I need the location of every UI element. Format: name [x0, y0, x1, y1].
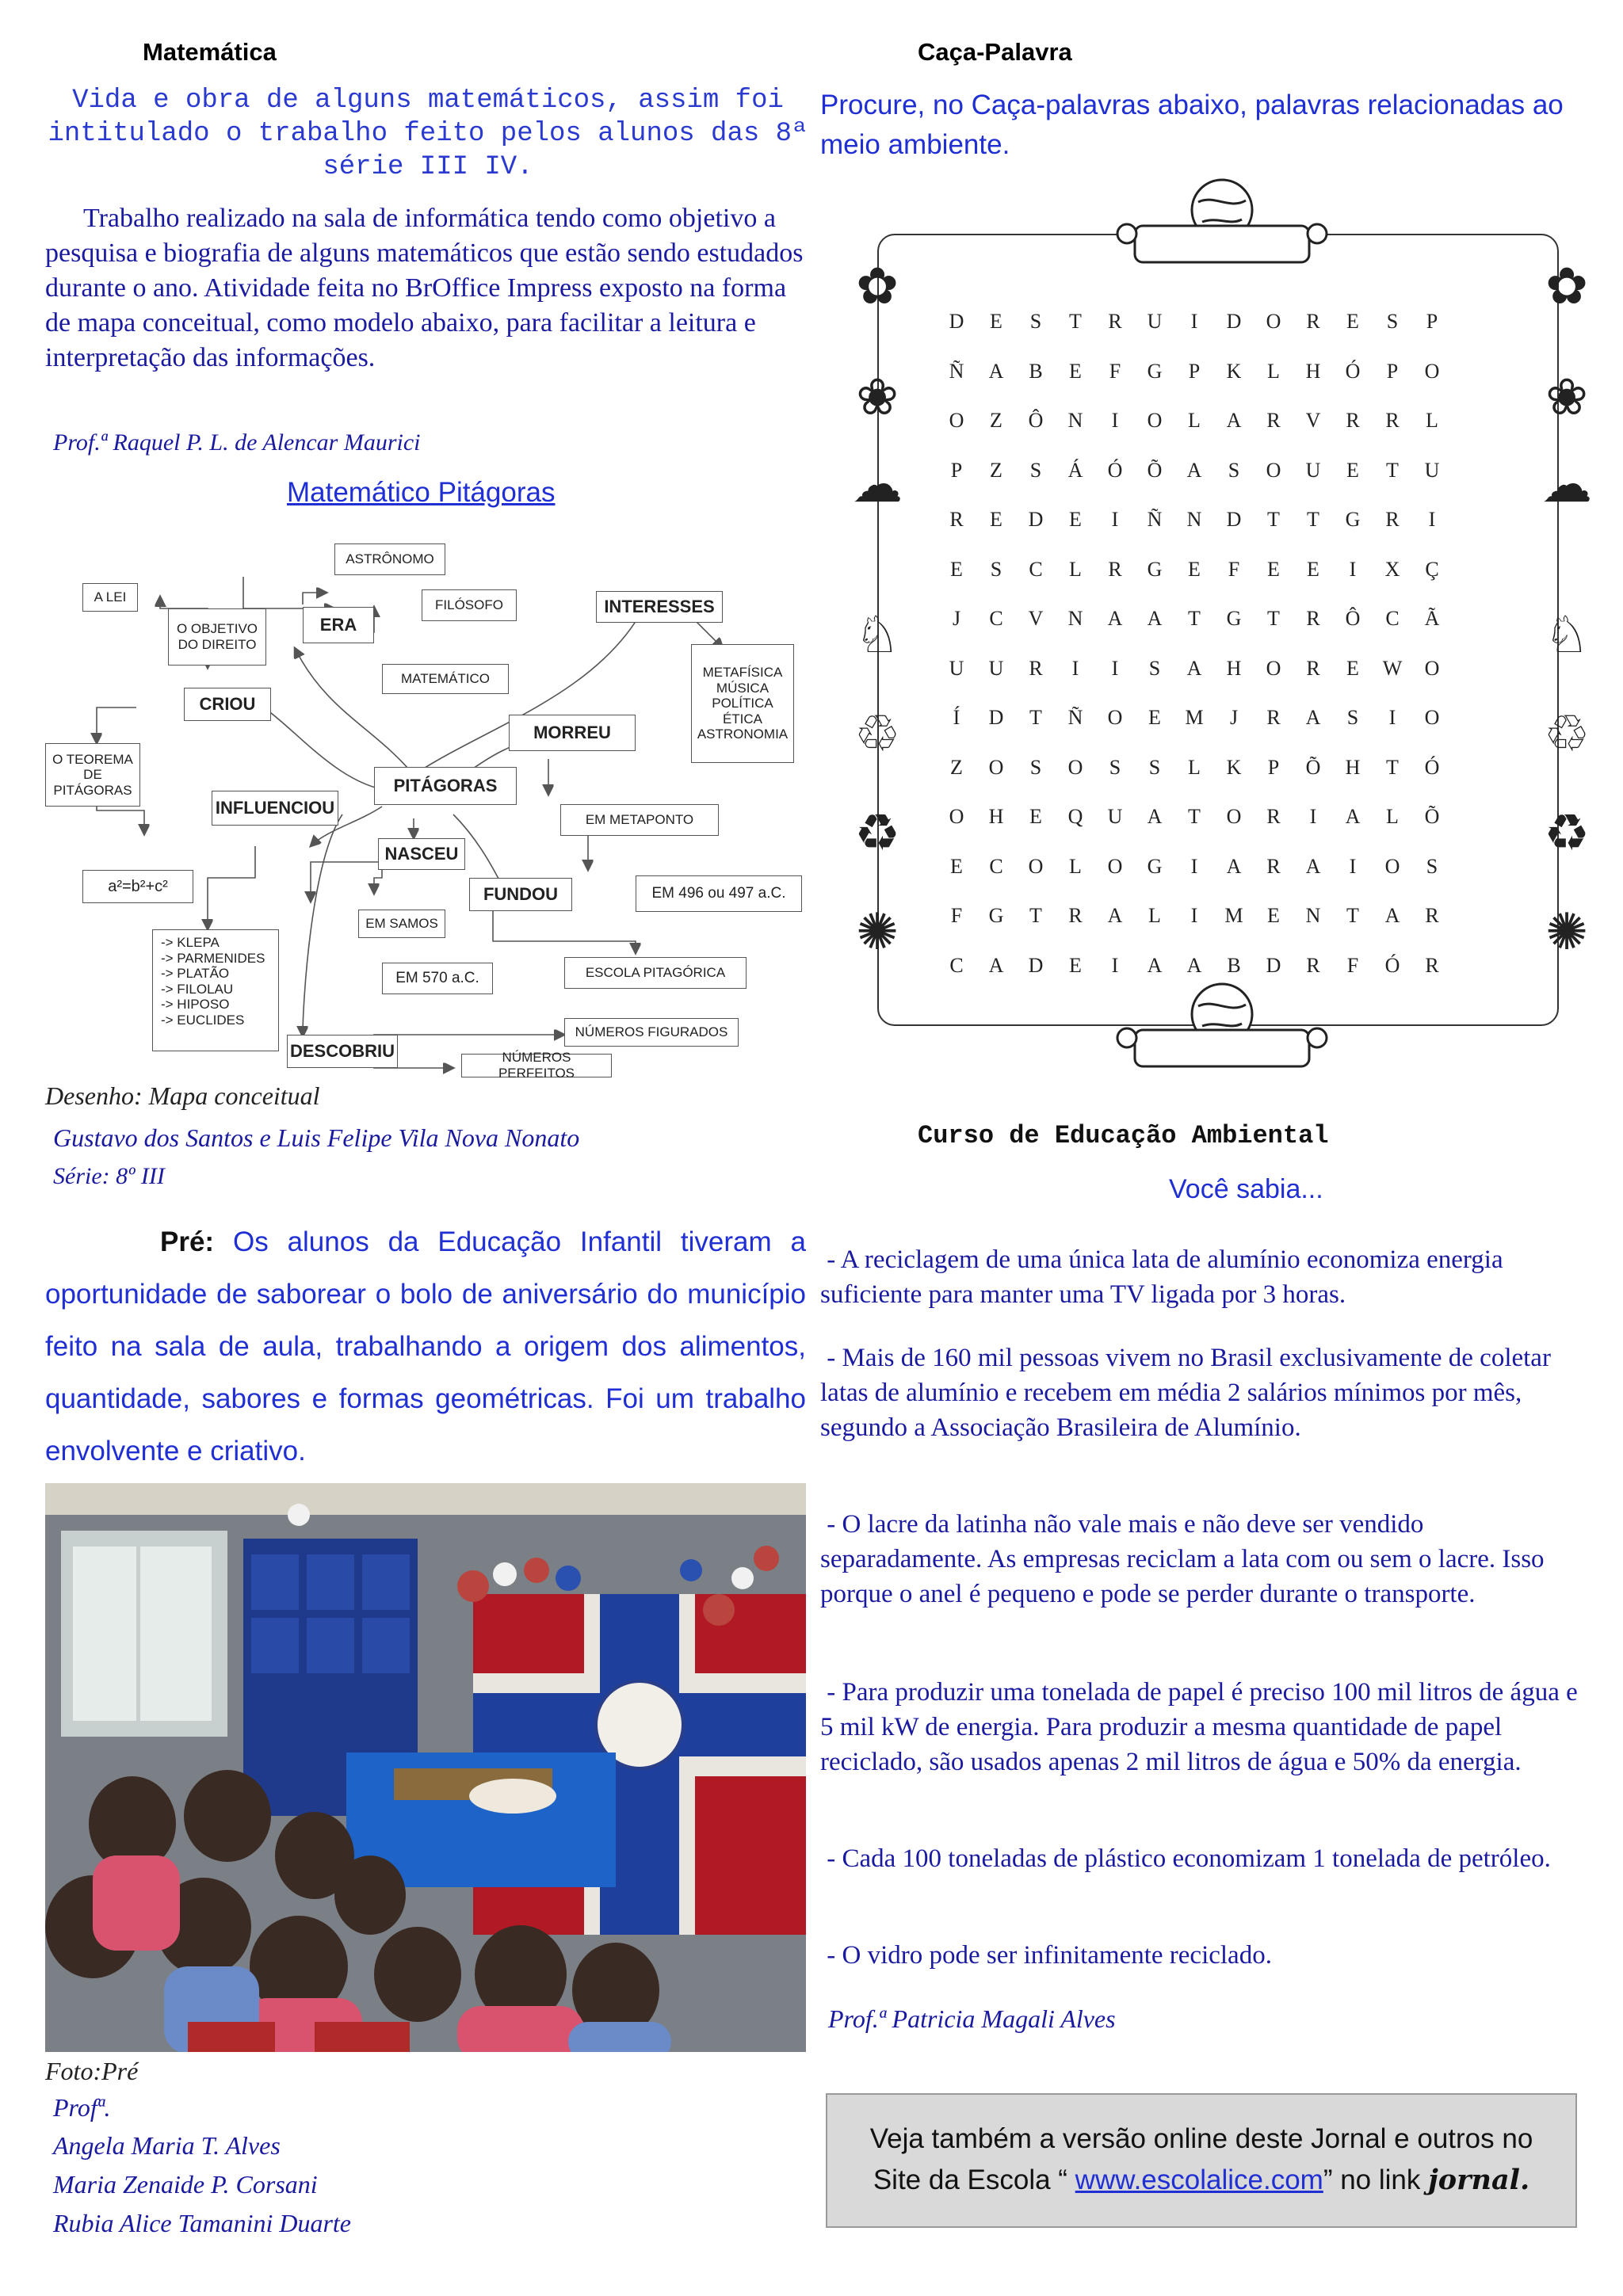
word-search-letter[interactable]: G: [1147, 557, 1163, 581]
word-search-letter[interactable]: Õ: [1147, 458, 1163, 482]
footer-jornal: jornal.: [1428, 2164, 1530, 2196]
word-search-letter[interactable]: T: [1029, 706, 1042, 730]
word-search-letter[interactable]: E: [1069, 359, 1082, 383]
word-search-letter[interactable]: B: [1227, 953, 1241, 977]
word-search-letter[interactable]: T: [1346, 904, 1359, 928]
word-search-letter[interactable]: H: [1226, 656, 1242, 680]
word-search-letter[interactable]: O: [1147, 409, 1163, 433]
word-search-letter[interactable]: A: [988, 359, 1004, 383]
word-search-letter[interactable]: S: [1426, 854, 1438, 878]
word-search-letter[interactable]: L: [1188, 409, 1201, 433]
tree-icon: ☁: [1541, 456, 1592, 513]
word-search-letter[interactable]: U: [1424, 458, 1440, 482]
node-era: ERA: [303, 607, 374, 643]
word-search-letter[interactable]: I: [1349, 854, 1357, 878]
word-search-letter[interactable]: R: [1266, 706, 1281, 730]
word-search-letter[interactable]: T: [1029, 904, 1042, 928]
flower-bush-icon: ❀: [856, 369, 899, 425]
word-search: [834, 178, 1610, 1066]
word-search-letter[interactable]: C: [989, 607, 1003, 631]
word-search-letter[interactable]: A: [1226, 409, 1242, 433]
word-search-letter[interactable]: Ã: [1424, 607, 1440, 631]
node-objetivo: O OBJETIVO DO DIREITO: [168, 608, 266, 666]
word-search-letter[interactable]: A: [1345, 805, 1361, 829]
section-title-matematica: Matemática: [143, 38, 277, 66]
fact-4: - Para produzir uma tonelada de papel é preciso 100 mil litros de água e 5 mil kW de energia. Para produzir a mesma quantidade de papel reciclado, são usados apenas 2 mil litros de água e 50% da energia.: [820, 1678, 1584, 1776]
word-search-letter[interactable]: L: [1069, 854, 1082, 878]
word-search-letter[interactable]: I: [1190, 904, 1198, 928]
section-title-caca-palavra: Caça-Palavra: [918, 38, 1072, 66]
word-search-letter[interactable]: A: [1305, 854, 1321, 878]
word-search-letter[interactable]: T: [1267, 508, 1280, 532]
word-search-letter[interactable]: S: [1029, 458, 1042, 482]
word-search-letter[interactable]: D: [1266, 953, 1281, 977]
word-search-letter[interactable]: H: [1305, 359, 1321, 383]
word-search-letter[interactable]: C: [1029, 557, 1043, 581]
word-search-letter[interactable]: P: [1386, 359, 1399, 383]
word-search-letter[interactable]: Ó: [1107, 458, 1123, 482]
word-search-letter[interactable]: L: [1148, 904, 1161, 928]
node-influenciou: INFLUENCIOU: [212, 791, 338, 826]
word-search-letter[interactable]: Ç: [1425, 557, 1439, 581]
word-search-letter[interactable]: Ñ: [949, 359, 964, 383]
word-search-letter[interactable]: R: [1425, 953, 1439, 977]
word-search-letter[interactable]: H: [1345, 755, 1361, 779]
word-search-letter[interactable]: N: [1067, 607, 1083, 631]
word-search-letter[interactable]: G: [1345, 508, 1361, 532]
word-search-letter[interactable]: R: [1108, 557, 1122, 581]
pre-label: Pré:: [160, 1226, 215, 1257]
word-search-letter[interactable]: K: [1226, 755, 1242, 779]
word-search-letter[interactable]: E: [1346, 310, 1359, 334]
word-search-letter[interactable]: T: [1386, 755, 1399, 779]
word-search-letter[interactable]: D: [1226, 310, 1242, 334]
word-search-letter[interactable]: S: [1029, 755, 1042, 779]
word-search-letter[interactable]: U: [1107, 805, 1123, 829]
word-search-letter[interactable]: P: [1267, 755, 1280, 779]
word-search-letter[interactable]: E: [950, 557, 963, 581]
word-search-letter[interactable]: O: [1384, 854, 1400, 878]
word-search-letter[interactable]: F: [1228, 557, 1240, 581]
word-search-letter[interactable]: W: [1382, 656, 1403, 680]
node-em-samos: EM SAMOS: [358, 910, 445, 938]
map-authors: Gustavo dos Santos e Luis Felipe Vila Nova Nonato: [53, 1123, 580, 1152]
word-search-letter[interactable]: H: [988, 805, 1004, 829]
word-search-letter[interactable]: L: [1069, 557, 1082, 581]
word-search-letter[interactable]: A: [1147, 607, 1163, 631]
word-search-letter[interactable]: S: [1346, 706, 1359, 730]
word-search-letter[interactable]: B: [1029, 359, 1043, 383]
word-search-letter[interactable]: Ó: [1384, 953, 1400, 977]
word-search-letter[interactable]: O: [1424, 706, 1440, 730]
word-search-letter[interactable]: I: [1111, 409, 1119, 433]
sunflower-icon: ✺: [856, 904, 899, 960]
word-search-letter[interactable]: N: [1186, 508, 1202, 532]
word-search-letter[interactable]: C: [949, 953, 964, 977]
word-search-letter[interactable]: R: [1068, 904, 1083, 928]
node-numeros-figurados: NÚMEROS FIGURADOS: [564, 1018, 739, 1047]
word-search-letter[interactable]: Á: [1067, 458, 1083, 482]
teacher-raquel: Prof.ª Raquel P. L. de Alencar Maurici: [53, 429, 421, 456]
word-search-letter[interactable]: O: [1226, 805, 1242, 829]
node-interesses: INTERESSES: [596, 591, 723, 623]
word-search-letter[interactable]: R: [1306, 607, 1320, 631]
owl-icon: ♘: [1544, 607, 1590, 663]
word-search-letter[interactable]: R: [1385, 508, 1400, 532]
word-search-letter[interactable]: I: [1388, 706, 1396, 730]
node-em-570: EM 570 a.C.: [382, 963, 493, 994]
word-search-letter[interactable]: T: [1307, 508, 1319, 532]
word-search-letter[interactable]: D: [1028, 508, 1044, 532]
word-search-letter[interactable]: F: [1346, 953, 1359, 977]
word-search-letter[interactable]: Í: [953, 706, 960, 730]
word-search-letter[interactable]: R: [1385, 409, 1400, 433]
word-search-letter[interactable]: Õ: [1424, 805, 1440, 829]
word-search-letter[interactable]: A: [1147, 953, 1163, 977]
word-search-letter[interactable]: I: [1190, 854, 1198, 878]
word-search-letter[interactable]: E: [1029, 805, 1042, 829]
word-search-letter[interactable]: O: [949, 409, 964, 433]
word-search-letter[interactable]: R: [1266, 409, 1281, 433]
map-caption: Desenho: Mapa conceitual: [45, 1081, 320, 1110]
pre-paragraph: [45, 1216, 806, 1478]
word-search-letter[interactable]: Ó: [1345, 359, 1361, 383]
word-search-letter[interactable]: E: [1188, 557, 1201, 581]
word-search-letter[interactable]: I: [1190, 310, 1198, 334]
word-search-letter[interactable]: O: [1107, 706, 1123, 730]
word-search-letter[interactable]: I: [1428, 508, 1436, 532]
description-paragraph: Trabalho realizado na sala de informática tendo como objetivo a pesquisa e biografia de alguns matemáticos que estão sendo estudados durante o ano. Atividade feita no BrOffice Impress exposto na forma de mapa conceitual, como modelo abaixo, para facilitar a leitura e interpretação das informações.: [45, 204, 804, 372]
flower-bush-icon: ❀: [1545, 369, 1588, 425]
word-search-letter[interactable]: Õ: [1305, 755, 1321, 779]
word-search-letter[interactable]: Z: [950, 755, 963, 779]
word-search-letter[interactable]: Z: [990, 409, 1002, 433]
word-search-letter[interactable]: X: [1384, 557, 1400, 581]
globe-banner-top-icon: [1103, 178, 1341, 273]
word-search-letter[interactable]: O: [949, 805, 964, 829]
word-search-letter[interactable]: O: [1028, 854, 1044, 878]
word-search-letter[interactable]: R: [1306, 310, 1320, 334]
word-search-letter[interactable]: V: [1028, 607, 1044, 631]
word-search-letter[interactable]: A: [1186, 953, 1202, 977]
photo-teacher-2: Maria Zenaide P. Corsani: [53, 2170, 318, 2199]
intro-text: Vida e obra de alguns matemáticos, assim foi intitulado o trabalho feito pelos alunos das 8ª série III IV.: [48, 86, 808, 182]
word-search-letter[interactable]: D: [988, 706, 1004, 730]
photo-teacher-3: Rubia Alice Tamanini Duarte: [53, 2209, 351, 2237]
node-em-496: EM 496 ou 497 a.C.: [636, 875, 802, 912]
word-search-letter[interactable]: A: [1107, 904, 1123, 928]
word-search-letter[interactable]: F: [950, 904, 963, 928]
node-interesses-list: METAFÍSICA MÚSICA POLÍTICA ÉTICA ASTRONOMIA: [691, 644, 794, 763]
photo-caption: Foto:Pré: [45, 2057, 139, 2085]
word-search-letter[interactable]: E: [1267, 904, 1280, 928]
node-criou: CRIOU: [184, 688, 271, 721]
word-search-letter[interactable]: I: [1111, 953, 1119, 977]
word-search-letter[interactable]: A: [1226, 854, 1242, 878]
word-search-letter[interactable]: I: [1071, 656, 1079, 680]
node-em-metaponto: EM METAPONTO: [560, 804, 719, 836]
word-search-letter[interactable]: Ó: [1424, 755, 1440, 779]
course-title: Curso de Educação Ambiental: [918, 1121, 1329, 1150]
word-search-letter[interactable]: S: [1148, 755, 1161, 779]
fact-1: - A reciclagem de uma única lata de alumínio economiza energia suficiente para manter uma TV ligada por 3 horas.: [820, 1245, 1510, 1309]
node-escola: ESCOLA PITAGÓRICA: [564, 957, 747, 989]
word-search-letter[interactable]: T: [1069, 310, 1082, 334]
word-search-letter[interactable]: Q: [1067, 805, 1083, 829]
footer-text-2: ” no link: [1323, 2164, 1429, 2195]
word-search-letter[interactable]: E: [990, 310, 1002, 334]
word-search-letter[interactable]: A: [1186, 656, 1202, 680]
word-search-letter[interactable]: R: [1306, 953, 1320, 977]
word-search-letter[interactable]: A: [1305, 706, 1321, 730]
word-search-letter[interactable]: Ñ: [1067, 706, 1083, 730]
node-fundou: FUNDOU: [469, 878, 572, 911]
word-search-letter[interactable]: M: [1185, 706, 1204, 730]
word-search-letter[interactable]: G: [988, 904, 1004, 928]
word-search-letter[interactable]: A: [1186, 458, 1202, 482]
flower-pot-icon: ✿: [1545, 258, 1588, 315]
node-pitagoras: PITÁGORAS: [374, 767, 517, 805]
word-search-grid: [937, 297, 1491, 1034]
word-search-letter[interactable]: U: [1305, 458, 1321, 482]
node-astronomo: ASTRÔNOMO: [334, 543, 445, 575]
word-search-letter[interactable]: O: [1266, 310, 1281, 334]
node-teorema: O TEOREMA DE PITÁGORAS: [45, 743, 140, 807]
word-search-letter[interactable]: K: [1226, 359, 1242, 383]
owl-icon: ♘: [854, 607, 900, 663]
concept-map: [41, 529, 810, 1081]
word-search-letter[interactable]: G: [1147, 359, 1163, 383]
word-search-letter[interactable]: O: [988, 755, 1004, 779]
node-descobriu: DESCOBRIU: [287, 1035, 398, 1068]
word-search-letter[interactable]: E: [1069, 953, 1082, 977]
word-search-letter[interactable]: L: [1386, 805, 1399, 829]
classroom-photo-image: [45, 1483, 806, 2052]
word-search-letter[interactable]: A: [988, 953, 1004, 977]
word-search-letter[interactable]: P: [950, 458, 963, 482]
word-search-letter[interactable]: O: [1424, 359, 1440, 383]
map-title[interactable]: Matemático Pitágoras: [287, 477, 556, 508]
word-search-letter[interactable]: N: [1067, 409, 1083, 433]
fact-5: - Cada 100 toneladas de plástico economizam 1 tonelada de petróleo.: [820, 1844, 1551, 1873]
node-numeros-perfeitos: NÚMEROS PERFEITOS: [461, 1054, 612, 1077]
word-search-letter[interactable]: G: [1226, 607, 1242, 631]
wordsearch-instruction: Procure, no Caça-palavras abaixo, palavras relacionadas ao meio ambiente.: [820, 90, 1564, 160]
word-search-letter[interactable]: S: [1148, 656, 1161, 680]
footer-text-1: Veja também a versão online deste Jornal e outros no Site da Escola “: [869, 2123, 1533, 2195]
trash-bin-icon: ♲: [854, 706, 900, 762]
word-search-letter[interactable]: R: [1266, 805, 1281, 829]
word-search-letter[interactable]: R: [1108, 310, 1122, 334]
school-site-link[interactable]: www.escolalice.com: [1075, 2164, 1323, 2195]
fact-6: - O vidro pode ser infinitamente reciclado.: [820, 1941, 1272, 1970]
word-search-letter[interactable]: L: [1426, 409, 1438, 433]
word-search-letter[interactable]: O: [1107, 854, 1123, 878]
recycle-icon: ♻: [1544, 805, 1590, 861]
word-search-letter[interactable]: C: [1385, 607, 1400, 631]
word-search-letter[interactable]: L: [1267, 359, 1280, 383]
node-nasceu: NASCEU: [378, 838, 465, 870]
word-search-letter[interactable]: R: [949, 508, 964, 532]
word-search-letter[interactable]: S: [1228, 458, 1240, 482]
word-search-letter[interactable]: R: [1029, 656, 1043, 680]
fact-2: - Mais de 160 mil pessoas vivem no Brasil exclusivamente de coletar latas de alumínio e recebem em média 2 salários mínimos por mês, segundo a Associação Brasileira de Alumínio.: [820, 1344, 1558, 1442]
word-search-letter[interactable]: A: [1384, 904, 1400, 928]
trash-bin-icon: ♲: [1544, 706, 1590, 762]
word-search-letter[interactable]: O: [1266, 458, 1281, 482]
word-search-letter[interactable]: E: [1069, 508, 1082, 532]
word-search-letter[interactable]: O: [1424, 656, 1440, 680]
word-search-letter[interactable]: S: [1029, 310, 1042, 334]
word-search-letter[interactable]: O: [1266, 656, 1281, 680]
word-search-letter[interactable]: R: [1306, 656, 1320, 680]
node-filosofo: FILÓSOFO: [422, 589, 517, 621]
word-search-letter[interactable]: E: [1346, 458, 1359, 482]
word-search-letter[interactable]: I: [1111, 508, 1119, 532]
word-search-letter[interactable]: J: [1229, 706, 1239, 730]
word-search-letter[interactable]: E: [1307, 557, 1319, 581]
you-know-heading: Você sabia...: [1169, 1174, 1323, 1204]
word-search-letter[interactable]: J: [952, 607, 961, 631]
word-search-letter[interactable]: Ñ: [1147, 508, 1163, 532]
footer-box: [826, 2093, 1577, 2228]
node-morreu: MORREU: [509, 715, 636, 751]
word-search-letter[interactable]: Ô: [1345, 607, 1361, 631]
word-search-letter[interactable]: E: [1148, 706, 1161, 730]
flower-pot-icon: ✿: [856, 258, 899, 315]
pre-text: Os alunos da Educação Infantil tiveram a oportunidade de saborear o bolo de aniversário do município feito na sala de aula, trabalhando a origem dos alimentos, quantidade, sabores e formas geométricas. Foi um trabalho envolvente e criativo.: [45, 1226, 806, 1466]
node-a-lei: A LEI: [82, 583, 138, 612]
word-search-letter[interactable]: U: [949, 656, 964, 680]
word-search-letter[interactable]: S: [1109, 755, 1121, 779]
word-search-letter[interactable]: E: [990, 508, 1002, 532]
fact-3: - O lacre da latinha não vale mais e não deve ser vendido separadamente. As empresas reciclam a lata com ou sem o lacre. Isso porque o anel é pequeno e pode se perder durante o transporte.: [820, 1510, 1551, 1608]
node-influenced-list: -> KLEPA -> PARMENIDES -> PLATÃO -> FILOLAU -> HIPOSO -> EUCLIDES: [152, 929, 279, 1051]
word-search-letter[interactable]: T: [1386, 458, 1399, 482]
word-search-letter[interactable]: R: [1425, 904, 1439, 928]
word-search-letter[interactable]: L: [1188, 755, 1201, 779]
word-search-letter[interactable]: U: [988, 656, 1004, 680]
word-search-letter[interactable]: M: [1224, 904, 1243, 928]
word-search-letter[interactable]: Z: [990, 458, 1002, 482]
node-matematico: MATEMÁTICO: [382, 664, 509, 694]
word-search-letter[interactable]: Ô: [1028, 409, 1044, 433]
teacher-patricia: Prof.ª Patricia Magali Alves: [828, 2004, 1116, 2033]
word-search-letter[interactable]: R: [1266, 854, 1281, 878]
word-search-letter[interactable]: I: [1309, 805, 1317, 829]
word-search-letter[interactable]: I: [1111, 656, 1119, 680]
word-search-letter[interactable]: D: [1226, 508, 1242, 532]
word-search-letter[interactable]: T: [1188, 805, 1201, 829]
word-search-letter[interactable]: P: [1188, 359, 1201, 383]
word-search-letter[interactable]: S: [1386, 310, 1399, 334]
word-search-letter[interactable]: O: [1067, 755, 1083, 779]
word-search-letter[interactable]: F: [1109, 359, 1121, 383]
recycle-icon: ♻: [854, 805, 900, 861]
word-search-letter[interactable]: T: [1188, 607, 1201, 631]
word-search-letter[interactable]: E: [950, 854, 963, 878]
word-search-letter[interactable]: E: [1267, 557, 1280, 581]
node-formula: a²=b²+c²: [82, 870, 193, 903]
word-search-letter[interactable]: V: [1305, 409, 1321, 433]
word-search-letter[interactable]: S: [990, 557, 1002, 581]
word-search-letter[interactable]: C: [989, 854, 1003, 878]
word-search-letter[interactable]: R: [1346, 409, 1360, 433]
word-search-letter[interactable]: N: [1305, 904, 1321, 928]
word-search-letter[interactable]: T: [1267, 607, 1280, 631]
photo-teachers-label: Profª.: [53, 2093, 111, 2122]
word-search-letter[interactable]: E: [1346, 656, 1359, 680]
word-search-letter[interactable]: A: [1107, 607, 1123, 631]
photo-teacher-1: Angela Maria T. Alves: [53, 2131, 281, 2160]
tree-icon: ☁: [852, 456, 903, 513]
sunflower-icon: ✺: [1545, 904, 1588, 960]
word-search-letter[interactable]: A: [1147, 805, 1163, 829]
word-search-letter[interactable]: G: [1147, 854, 1163, 878]
word-search-letter[interactable]: D: [949, 310, 964, 334]
classroom-photo: [45, 1483, 806, 2052]
word-search-letter[interactable]: D: [1028, 953, 1044, 977]
word-search-letter[interactable]: U: [1147, 310, 1163, 334]
map-grade: Série: 8º III: [53, 1163, 165, 1189]
word-search-letter[interactable]: P: [1426, 310, 1438, 334]
word-search-letter[interactable]: I: [1349, 557, 1357, 581]
